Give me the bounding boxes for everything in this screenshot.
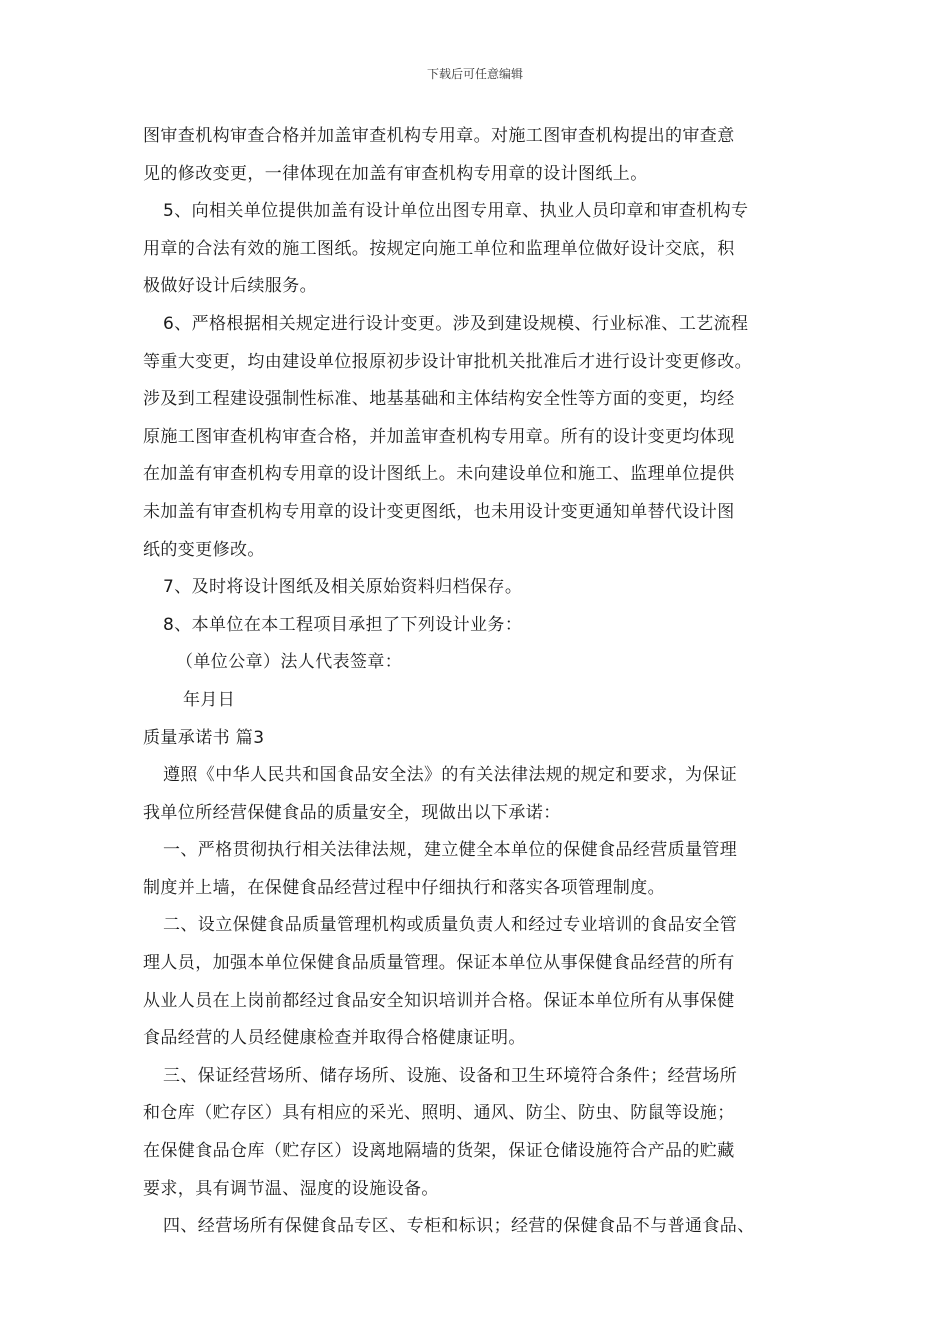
text-line: 和仓库（贮存区）具有相应的采光、照明、通风、防尘、防虫、防鼠等设施； xyxy=(143,1103,735,1124)
text-line: 四、经营场所有保健食品专区、专柜和标识；经营的保健食品不与普通食品、 xyxy=(163,1216,755,1237)
text-line: 极做好设计后续服务。 xyxy=(143,276,317,297)
text-line: 在加盖有审查机构专用章的设计图纸上。未向建设单位和施工、监理单位提供 xyxy=(143,464,735,485)
text-line: 涉及到工程建设强制性标准、地基基础和主体结构安全性等方面的变更，均经 xyxy=(143,389,735,410)
text-line: 遵照《中华人民共和国食品安全法》的有关法律法规的规定和要求，为保证 xyxy=(163,765,738,786)
text-line: 7、及时将设计图纸及相关原始资料归档保存。 xyxy=(163,577,523,598)
text-line: 要求，具有调节温、湿度的设施设备。 xyxy=(143,1178,439,1199)
page-header: 下载后可任意编辑 xyxy=(426,67,523,81)
text-line: 用章的合法有效的施工图纸。按规定向施工单位和监理单位做好设计交底，积 xyxy=(143,238,735,259)
text-line: 理人员，加强本单位保健食品质量管理。保证本单位从事保健食品经营的所有 xyxy=(143,953,735,974)
text-line: 8、本单位在本工程项目承担了下列设计业务： xyxy=(163,614,523,635)
text-line: 图审查机构审查合格并加盖审查机构专用章。对施工图审查机构提出的审查意 xyxy=(143,126,735,146)
text-line: 食品经营的人员经健康检查并取得合格健康证明。 xyxy=(143,1028,526,1049)
text-line: 在保健食品仓库（贮存区）设离地隔墙的货架，保证仓储设施符合产品的贮藏 xyxy=(143,1141,735,1162)
text-line: 6、严格根据相关规定进行设计变更。涉及到建设规模、行业标准、工艺流程 xyxy=(163,313,749,334)
text-line: 等重大变更，均由建设单位报原初步设计审批机关批准后才进行设计变更修改。 xyxy=(143,351,752,372)
signature-line: （单位公章）法人代表签章： xyxy=(176,652,403,673)
text-line: 5、向相关单位提供加盖有设计单位出图专用章、执业人员印章和审查机构专 xyxy=(163,201,749,222)
text-line: 从业人员在上岗前都经过食品安全知识培训并合格。保证本单位所有从事保健 xyxy=(143,990,735,1011)
document-body xyxy=(143,118,823,1246)
text-line: 三、保证经营场所、储存场所、设施、设备和卫生环境符合条件；经营场所 xyxy=(163,1065,738,1086)
text-line: 原施工图审查机构审查合格，并加盖审查机构专用章。所有的设计变更均体现 xyxy=(143,426,735,447)
section-title: 质量承诺书 篇3 xyxy=(143,727,265,748)
text-line: 我单位所经营保健食品的质量安全，现做出以下承诺： xyxy=(143,802,561,823)
text-line: 纸的变更修改。 xyxy=(143,539,265,560)
text-line: 制度并上墙，在保健食品经营过程中仔细执行和落实各项管理制度。 xyxy=(143,877,665,898)
text-line: 一、严格贯彻执行相关法律法规，建立健全本单位的保健食品经营质量管理 xyxy=(163,840,738,861)
text-line: 二、设立保健食品质量管理机构或质量负责人和经过专业培训的食品安全管 xyxy=(163,915,738,936)
date-line: 年月日 xyxy=(183,689,236,710)
text-line: 见的修改变更，一律体现在加盖有审查机构专用章的设计图纸上。 xyxy=(143,163,648,184)
text-line: 未加盖有审查机构专用章的设计变更图纸，也未用设计变更通知单替代设计图 xyxy=(143,501,735,522)
